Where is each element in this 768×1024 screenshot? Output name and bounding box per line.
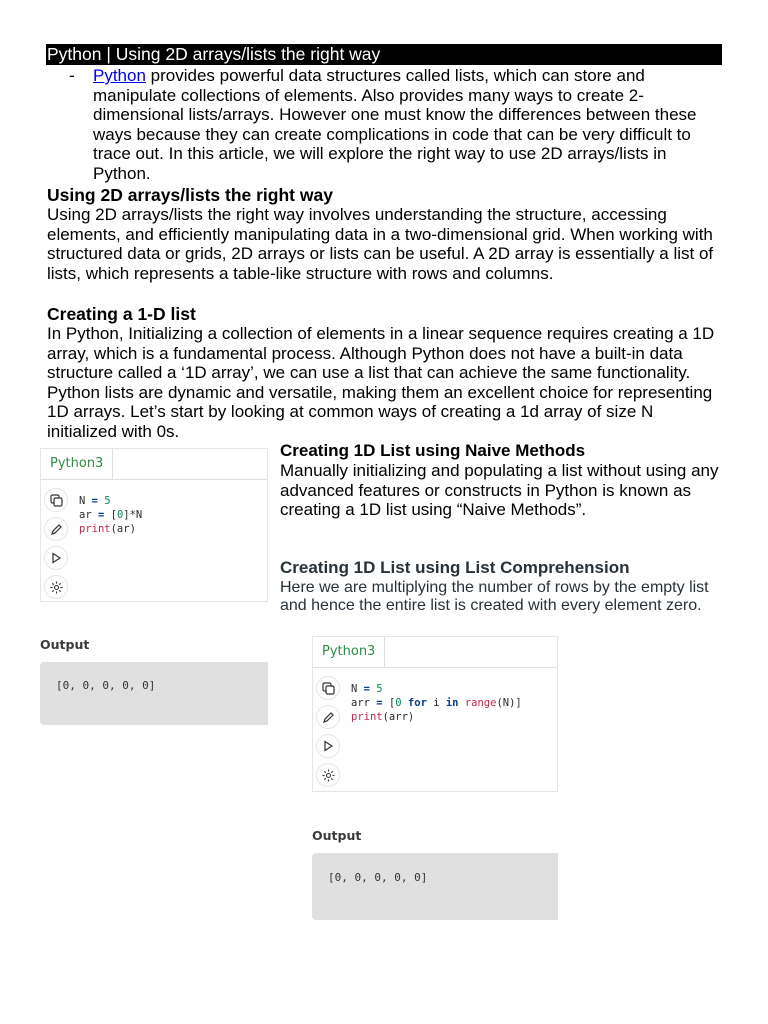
code-line: ar = [0]*N — [79, 509, 143, 521]
code-line: arr = [0 for i in range(N)] — [351, 697, 522, 709]
intro-text: provides powerful data structures called lists, which can store and manipulate collections of elements. Also provides many ways to create 2-dimensional lists/arrays. However one must know the differences between these ways because they can create complications in code that can be very difficult to trace out. In this article, we will explore the right way to use 2D arrays/lists in Python. — [93, 66, 697, 183]
code-line: N = 5 — [351, 683, 383, 695]
code-line: print(arr) — [351, 711, 415, 723]
editor-toolbar — [44, 488, 70, 604]
code-line: print(ar) — [79, 523, 136, 535]
output-box-2 — [312, 853, 558, 920]
editor-tab-bar — [41, 449, 267, 480]
code-block-2 — [351, 682, 522, 724]
bullet-marker: - — [69, 66, 75, 85]
editor-tab-bar — [313, 637, 557, 668]
naive-methods-heading: Creating 1D List using Naive Methods — [280, 441, 586, 460]
python-link[interactable]: Python — [93, 66, 146, 85]
output-text-2: [0, 0, 0, 0, 0] — [328, 871, 428, 884]
code-line: N = 5 — [79, 495, 111, 507]
editor-toolbar — [316, 676, 342, 792]
settings-icon[interactable] — [44, 575, 68, 599]
page-title: Python | Using 2D arrays/lists the right way — [46, 44, 722, 65]
output-text-1: [0, 0, 0, 0, 0] — [56, 679, 156, 692]
intro-paragraph — [93, 66, 713, 183]
tab-python3[interactable]: Python3 — [313, 637, 385, 667]
run-icon[interactable] — [44, 546, 68, 570]
copy-icon[interactable] — [316, 676, 340, 700]
edit-icon[interactable] — [44, 517, 68, 541]
list-comprehension-heading: Creating 1D List using List Comprehension — [280, 558, 630, 577]
code-editor-2 — [312, 636, 558, 792]
edit-icon[interactable] — [316, 705, 340, 729]
output-box-1 — [40, 662, 268, 725]
output-label-2: Output — [312, 828, 362, 843]
section1-paragraph: Using 2D arrays/lists the right way involves understanding the structure, accessing elements, and efficiently manipulating data in a two-dimensional grid. When working with structured data or grids, 2D arrays or lists can be useful. A 2D array is essentially a list of lists, which represents a table-like structure with rows and columns. — [47, 205, 714, 283]
section-heading-2d-arrays: Using 2D arrays/lists the right way — [47, 185, 333, 205]
section-heading-1d-list: Creating a 1-D list — [47, 304, 196, 324]
run-icon[interactable] — [316, 734, 340, 758]
output-label-1: Output — [40, 637, 90, 652]
copy-icon[interactable] — [44, 488, 68, 512]
settings-icon[interactable] — [316, 763, 340, 787]
code-editor-1 — [40, 448, 268, 602]
list-comprehension-paragraph: Here we are multiplying the number of rows by the empty list and hence the entire list is created with every element zero. — [280, 579, 709, 614]
tab-python3[interactable]: Python3 — [41, 449, 113, 479]
code-block-1 — [79, 494, 142, 536]
section2-paragraph: In Python, Initializing a collection of elements in a linear sequence requires creating a 1D array, which is a fundamental process. Although Python does not have a built-in data structure called a ‘1D array’, we can use a list that can achieve the same functionality. Python lists are dynamic and versatile, making them an excellent choice for representing 1D arrays. Let’s start by looking at common ways of creating a 1d array of size N initialized with 0s. — [47, 324, 715, 441]
naive-methods-paragraph: Manually initializing and populating a list without using any advanced features or constructs in Python is known as creating a 1D list using “Naive Methods”. — [280, 461, 719, 519]
